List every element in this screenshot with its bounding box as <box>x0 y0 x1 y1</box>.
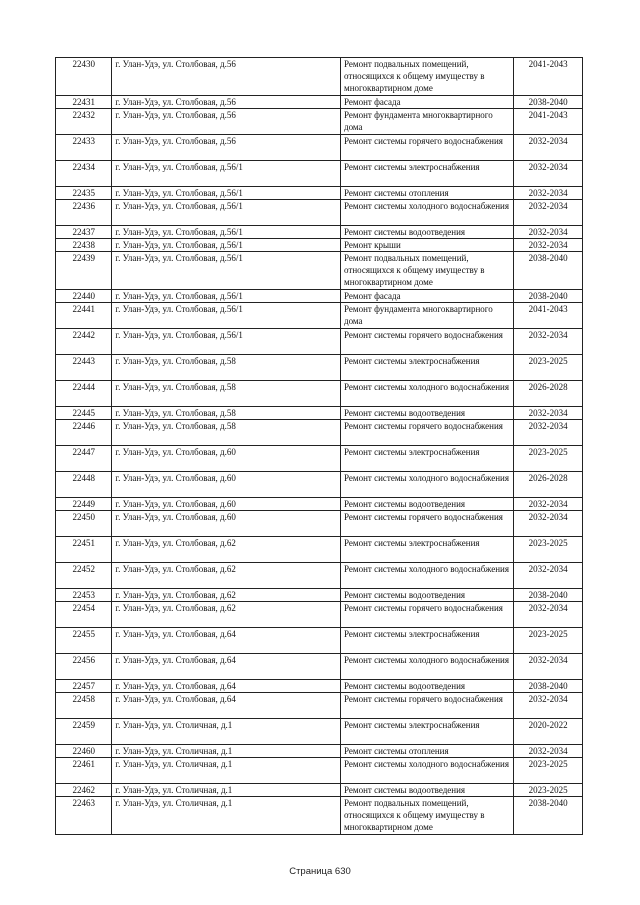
work-type-cell: Ремонт системы водоотведения <box>341 784 514 797</box>
work-type-cell: Ремонт системы электроснабжения <box>341 537 514 563</box>
address-cell: г. Улан-Удэ, ул. Столбовая, д.62 <box>112 563 341 589</box>
address-cell: г. Улан-Удэ, ул. Столбовая, д.62 <box>112 602 341 628</box>
address-cell: г. Улан-Удэ, ул. Столбовая, д.58 <box>112 381 341 407</box>
period-cell: 2032-2034 <box>514 239 583 252</box>
period-cell: 2038-2040 <box>514 680 583 693</box>
row-number-cell: 22459 <box>56 719 112 745</box>
table-row <box>56 602 583 628</box>
period-cell: 2032-2034 <box>514 745 583 758</box>
period-cell: 2032-2034 <box>514 187 583 200</box>
table-row <box>56 563 583 589</box>
work-type-cell: Ремонт подвальных помещений, относящихся к общему имуществу в многоквартирном доме <box>341 58 514 96</box>
row-number-cell: 22433 <box>56 135 112 161</box>
period-cell: 2023-2025 <box>514 784 583 797</box>
address-cell: г. Улан-Удэ, ул. Столбовая, д.56/1 <box>112 200 341 226</box>
work-type-cell: Ремонт системы электроснабжения <box>341 719 514 745</box>
address-cell: г. Улан-Удэ, ул. Столичная, д.1 <box>112 797 341 835</box>
address-cell: г. Улан-Удэ, ул. Столбовая, д.62 <box>112 589 341 602</box>
table-row <box>56 407 583 420</box>
table-row <box>56 511 583 537</box>
row-number-cell: 22434 <box>56 161 112 187</box>
work-type-cell: Ремонт системы водоотведения <box>341 407 514 420</box>
address-cell: г. Улан-Удэ, ул. Столбовая, д.64 <box>112 693 341 719</box>
work-type-cell: Ремонт системы электроснабжения <box>341 355 514 381</box>
address-cell: г. Улан-Удэ, ул. Столбовая, д.56/1 <box>112 290 341 303</box>
period-cell: 2020-2022 <box>514 719 583 745</box>
work-type-cell: Ремонт фундамента многоквартирного дома <box>341 109 514 135</box>
row-number-cell: 22431 <box>56 96 112 109</box>
row-number-cell: 22455 <box>56 628 112 654</box>
address-cell: г. Улан-Удэ, ул. Столичная, д.1 <box>112 745 341 758</box>
table-row <box>56 96 583 109</box>
repair-schedule-table <box>55 57 583 835</box>
address-cell: г. Улан-Удэ, ул. Столбовая, д.56 <box>112 58 341 96</box>
work-type-cell: Ремонт фасада <box>341 290 514 303</box>
period-cell: 2038-2040 <box>514 96 583 109</box>
row-number-cell: 22443 <box>56 355 112 381</box>
row-number-cell: 22450 <box>56 511 112 537</box>
work-type-cell: Ремонт системы водоотведения <box>341 498 514 511</box>
address-cell: г. Улан-Удэ, ул. Столбовая, д.56/1 <box>112 187 341 200</box>
period-cell: 2032-2034 <box>514 498 583 511</box>
row-number-cell: 22453 <box>56 589 112 602</box>
row-number-cell: 22461 <box>56 758 112 784</box>
address-cell: г. Улан-Удэ, ул. Столбовая, д.64 <box>112 654 341 680</box>
address-cell: г. Улан-Удэ, ул. Столбовая, д.56/1 <box>112 252 341 290</box>
period-cell: 2032-2034 <box>514 563 583 589</box>
work-type-cell: Ремонт подвальных помещений, относящихся к общему имуществу в многоквартирном доме <box>341 797 514 835</box>
work-type-cell: Ремонт системы горячего водоснабжения <box>341 693 514 719</box>
table-row <box>56 200 583 226</box>
work-type-cell: Ремонт системы горячего водоснабжения <box>341 602 514 628</box>
period-cell: 2023-2025 <box>514 537 583 563</box>
work-type-cell: Ремонт системы водоотведения <box>341 680 514 693</box>
address-cell: г. Улан-Удэ, ул. Столбовая, д.56/1 <box>112 239 341 252</box>
row-number-cell: 22437 <box>56 226 112 239</box>
row-number-cell: 22446 <box>56 420 112 446</box>
table-row <box>56 589 583 602</box>
work-type-cell: Ремонт крыши <box>341 239 514 252</box>
work-type-cell: Ремонт системы горячего водоснабжения <box>341 420 514 446</box>
address-cell: г. Улан-Удэ, ул. Столбовая, д.58 <box>112 420 341 446</box>
period-cell: 2038-2040 <box>514 290 583 303</box>
period-cell: 2041-2043 <box>514 303 583 329</box>
table-row <box>56 654 583 680</box>
work-type-cell: Ремонт системы электроснабжения <box>341 161 514 187</box>
address-cell: г. Улан-Удэ, ул. Столбовая, д.60 <box>112 511 341 537</box>
work-type-cell: Ремонт системы горячего водоснабжения <box>341 329 514 355</box>
row-number-cell: 22444 <box>56 381 112 407</box>
row-number-cell: 22447 <box>56 446 112 472</box>
row-number-cell: 22432 <box>56 109 112 135</box>
work-type-cell: Ремонт фасада <box>341 96 514 109</box>
row-number-cell: 22462 <box>56 784 112 797</box>
row-number-cell: 22451 <box>56 537 112 563</box>
table-row <box>56 58 583 96</box>
period-cell: 2026-2028 <box>514 472 583 498</box>
table-row <box>56 226 583 239</box>
address-cell: г. Улан-Удэ, ул. Столбовая, д.60 <box>112 472 341 498</box>
work-type-cell: Ремонт системы отопления <box>341 187 514 200</box>
work-type-cell: Ремонт системы горячего водоснабжения <box>341 135 514 161</box>
address-cell: г. Улан-Удэ, ул. Столбовая, д.56/1 <box>112 226 341 239</box>
row-number-cell: 22452 <box>56 563 112 589</box>
address-cell: г. Улан-Удэ, ул. Столбовая, д.56 <box>112 109 341 135</box>
work-type-cell: Ремонт системы электроснабжения <box>341 628 514 654</box>
period-cell: 2023-2025 <box>514 446 583 472</box>
row-number-cell: 22442 <box>56 329 112 355</box>
row-number-cell: 22457 <box>56 680 112 693</box>
address-cell: г. Улан-Удэ, ул. Столбовая, д.60 <box>112 446 341 472</box>
period-cell: 2038-2040 <box>514 797 583 835</box>
address-cell: г. Улан-Удэ, ул. Столбовая, д.56 <box>112 96 341 109</box>
row-number-cell: 22440 <box>56 290 112 303</box>
address-cell: г. Улан-Удэ, ул. Столбовая, д.62 <box>112 537 341 563</box>
row-number-cell: 22454 <box>56 602 112 628</box>
work-type-cell: Ремонт системы водоотведения <box>341 589 514 602</box>
table-row <box>56 420 583 446</box>
work-type-cell: Ремонт системы холодного водоснабжения <box>341 381 514 407</box>
address-cell: г. Улан-Удэ, ул. Столичная, д.1 <box>112 719 341 745</box>
period-cell: 2023-2025 <box>514 355 583 381</box>
table-row <box>56 693 583 719</box>
work-type-cell: Ремонт системы холодного водоснабжения <box>341 563 514 589</box>
period-cell: 2032-2034 <box>514 420 583 446</box>
address-cell: г. Улан-Удэ, ул. Столбовая, д.64 <box>112 628 341 654</box>
row-number-cell: 22438 <box>56 239 112 252</box>
table-row <box>56 381 583 407</box>
table-row <box>56 252 583 290</box>
table-row <box>56 758 583 784</box>
period-cell: 2032-2034 <box>514 329 583 355</box>
table-row <box>56 161 583 187</box>
work-type-cell: Ремонт подвальных помещений, относящихся к общему имуществу в многоквартирном доме <box>341 252 514 290</box>
table-row <box>56 290 583 303</box>
work-type-cell: Ремонт системы холодного водоснабжения <box>341 654 514 680</box>
period-cell: 2026-2028 <box>514 381 583 407</box>
period-cell: 2032-2034 <box>514 693 583 719</box>
address-cell: г. Улан-Удэ, ул. Столбовая, д.58 <box>112 407 341 420</box>
work-type-cell: Ремонт фундамента многоквартирного дома <box>341 303 514 329</box>
work-type-cell: Ремонт системы горячего водоснабжения <box>341 511 514 537</box>
work-type-cell: Ремонт системы электроснабжения <box>341 446 514 472</box>
period-cell: 2023-2025 <box>514 758 583 784</box>
work-type-cell: Ремонт системы холодного водоснабжения <box>341 472 514 498</box>
address-cell: г. Улан-Удэ, ул. Столбовая, д.56/1 <box>112 303 341 329</box>
table-row <box>56 472 583 498</box>
period-cell: 2038-2040 <box>514 589 583 602</box>
address-cell: г. Улан-Удэ, ул. Столбовая, д.56 <box>112 135 341 161</box>
row-number-cell: 22445 <box>56 407 112 420</box>
row-number-cell: 22436 <box>56 200 112 226</box>
table-row <box>56 446 583 472</box>
period-cell: 2032-2034 <box>514 226 583 239</box>
work-type-cell: Ремонт системы водоотведения <box>341 226 514 239</box>
address-cell: г. Улан-Удэ, ул. Столбовая, д.58 <box>112 355 341 381</box>
period-cell: 2041-2043 <box>514 58 583 96</box>
row-number-cell: 22435 <box>56 187 112 200</box>
table-row <box>56 187 583 200</box>
period-cell: 2032-2034 <box>514 161 583 187</box>
table-row <box>56 109 583 135</box>
period-cell: 2023-2025 <box>514 628 583 654</box>
table-row <box>56 797 583 835</box>
period-cell: 2032-2034 <box>514 602 583 628</box>
address-cell: г. Улан-Удэ, ул. Столичная, д.1 <box>112 758 341 784</box>
row-number-cell: 22463 <box>56 797 112 835</box>
row-number-cell: 22430 <box>56 58 112 96</box>
table-row <box>56 355 583 381</box>
period-cell: 2032-2034 <box>514 200 583 226</box>
row-number-cell: 22458 <box>56 693 112 719</box>
table-row <box>56 537 583 563</box>
table-row <box>56 745 583 758</box>
table-row <box>56 628 583 654</box>
row-number-cell: 22456 <box>56 654 112 680</box>
period-cell: 2041-2043 <box>514 109 583 135</box>
table-row <box>56 680 583 693</box>
repair-schedule-body <box>56 58 583 835</box>
row-number-cell: 22441 <box>56 303 112 329</box>
page-number: Страница 630 <box>289 866 351 877</box>
address-cell: г. Улан-Удэ, ул. Столбовая, д.56/1 <box>112 161 341 187</box>
table-row <box>56 329 583 355</box>
row-number-cell: 22460 <box>56 745 112 758</box>
work-type-cell: Ремонт системы холодного водоснабжения <box>341 200 514 226</box>
address-cell: г. Улан-Удэ, ул. Столбовая, д.64 <box>112 680 341 693</box>
period-cell: 2032-2034 <box>514 135 583 161</box>
work-type-cell: Ремонт системы отопления <box>341 745 514 758</box>
table-row <box>56 303 583 329</box>
address-cell: г. Улан-Удэ, ул. Столбовая, д.60 <box>112 498 341 511</box>
table-row <box>56 784 583 797</box>
table-row <box>56 498 583 511</box>
work-type-cell: Ремонт системы холодного водоснабжения <box>341 758 514 784</box>
period-cell: 2032-2034 <box>514 407 583 420</box>
period-cell: 2032-2034 <box>514 511 583 537</box>
period-cell: 2038-2040 <box>514 252 583 290</box>
table-row <box>56 135 583 161</box>
row-number-cell: 22448 <box>56 472 112 498</box>
table-row <box>56 239 583 252</box>
period-cell: 2032-2034 <box>514 654 583 680</box>
row-number-cell: 22449 <box>56 498 112 511</box>
address-cell: г. Улан-Удэ, ул. Столбовая, д.56/1 <box>112 329 341 355</box>
table-row <box>56 719 583 745</box>
row-number-cell: 22439 <box>56 252 112 290</box>
address-cell: г. Улан-Удэ, ул. Столичная, д.1 <box>112 784 341 797</box>
